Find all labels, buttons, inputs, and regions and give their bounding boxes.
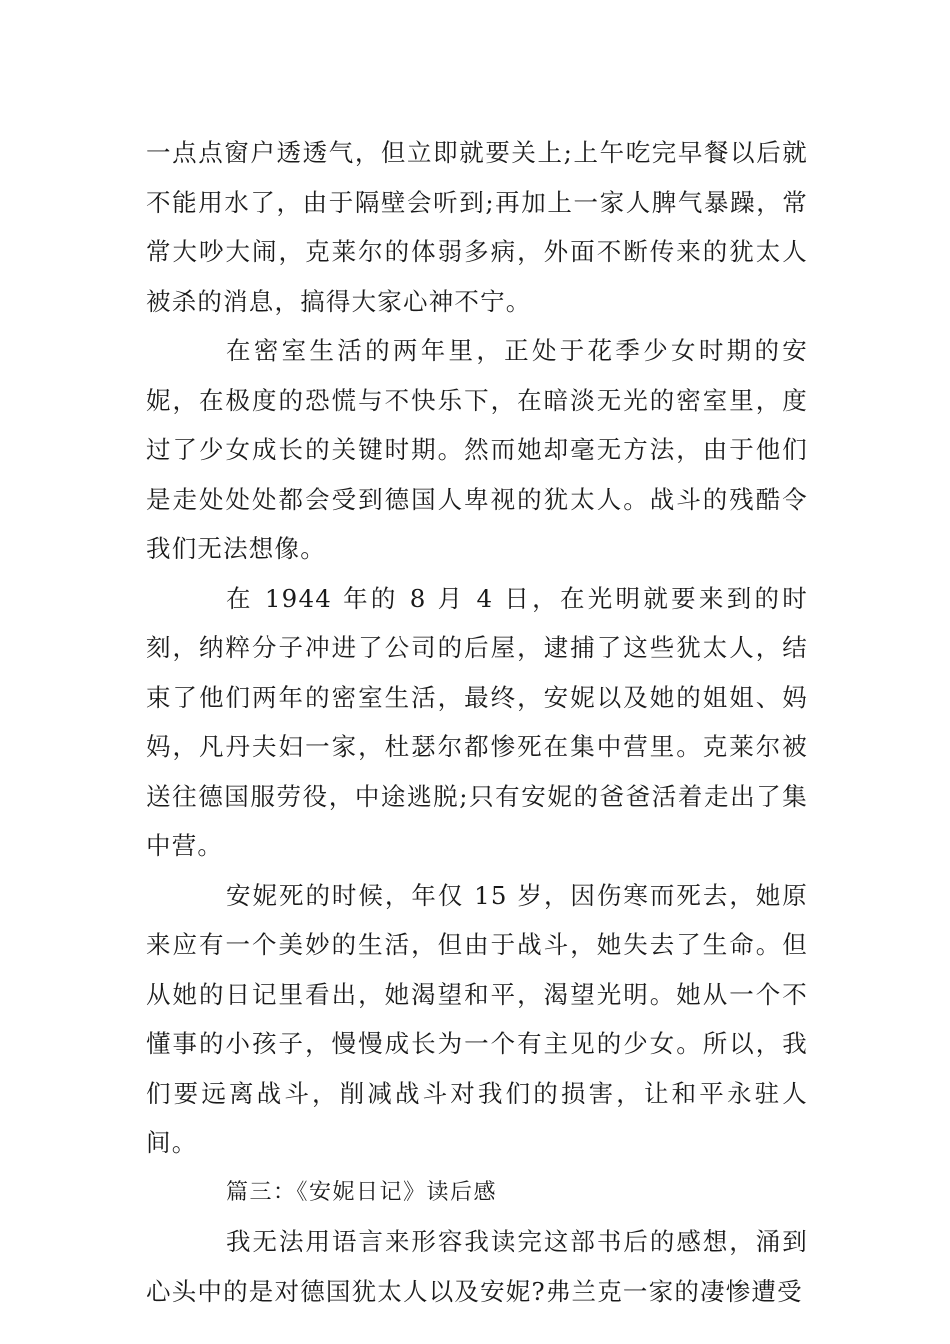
paragraph-2: 在密室生活的两年里，正处于花季少女时期的安妮，在极度的恐慌与不快乐下，在暗淡无光的密室里，度过了少女成长的关键时期。然而她却毫无方法，由于他们是走处处处都会受到德国人卑视的犹太人。战斗的残酷令我们无法想像。 xyxy=(146,336,808,563)
paragraph-5: 我无法用语言来形容我读完这部书后的感想，涌到心头中的是对德国犹太人以及安妮?弗兰克一家的凄惨遭受 xyxy=(146,1227,808,1306)
paragraph-4: 安妮死的时候，年仅 15 岁，因伤寒而死去，她原来应有一个美妙的生活，但由于战斗，她失去了生命。但从她的日记里看出，她渴望和平，渴望光明。她从一个不懂事的小孩子，慢慢成长为一个有主见的少女。所以，我们要远离战斗，削减战斗对我们的损害，让和平永驻人间。 xyxy=(146,880,808,1157)
paragraph-1: 一点点窗户透透气，但立即就要关上;上午吃完早餐以后就不能用水了，由于隔壁会听到;再加上一家人脾气暴躁，常常大吵大闹，克莱尔的体弱多病，外面不断传来的犹太人被杀的消息，搞得大家心神不宁。 xyxy=(146,138,808,316)
section-heading: 篇三：《安妮日记》读后感 xyxy=(226,1179,498,1205)
paragraph-3: 在 1944 年的 8 月 4 日，在光明就要来到的时刻，纳粹分子冲进了公司的后屋，逮捕了这些犹太人，结束了他们两年的密室生活，最终，安妮以及她的姐姐、妈妈，凡丹夫妇一家，杜瑟尔都惨死在集中营里。克莱尔被送往德国服劳役，中途逃脱;只有安妮的爸爸活着走出了集中营。 xyxy=(146,583,808,860)
document-body xyxy=(146,128,808,1316)
